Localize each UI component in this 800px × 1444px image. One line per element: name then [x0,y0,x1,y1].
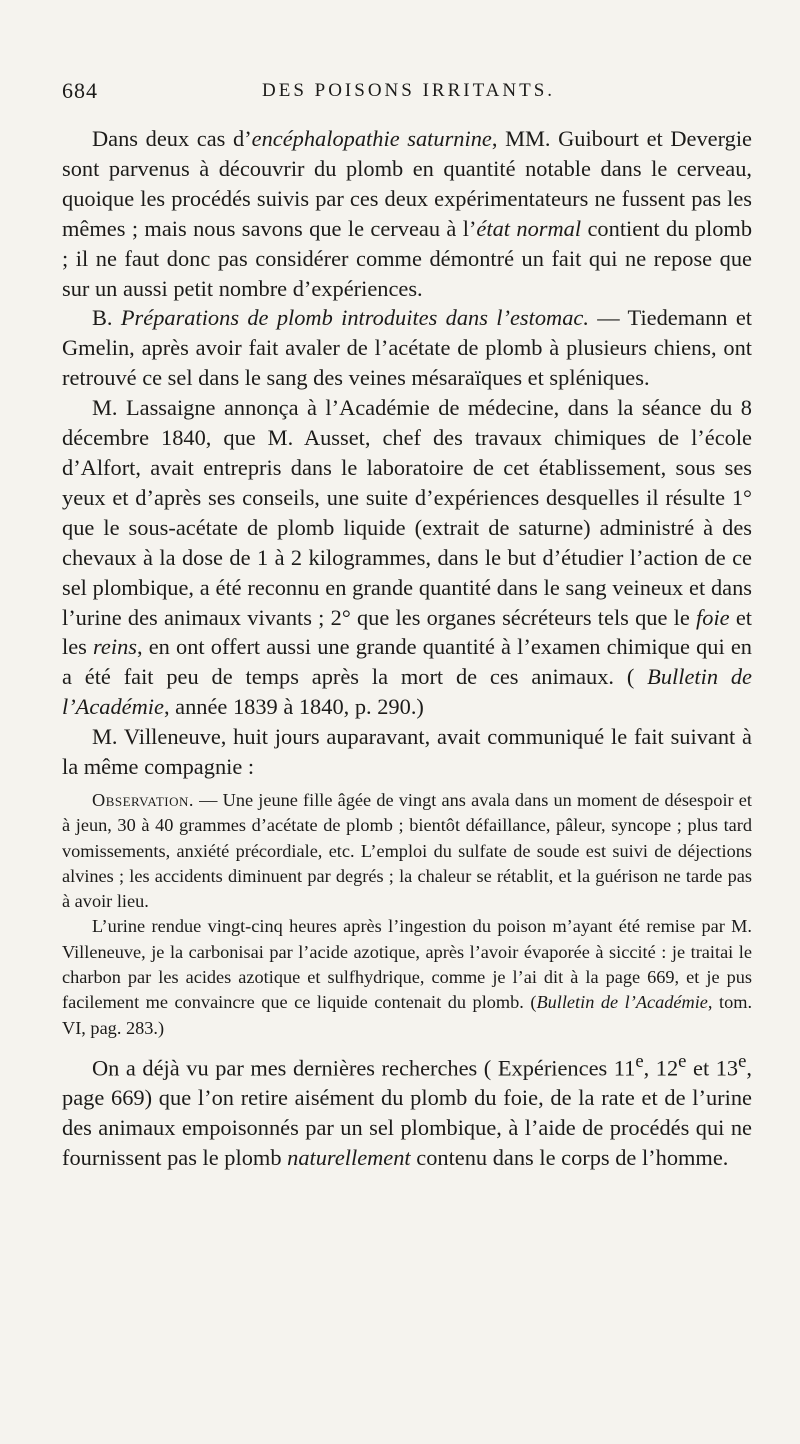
observation-block [62,788,752,1041]
observation-paragraph: Observation. — Une jeune fille âgée de vingt ans avala dans un moment de désespoir et à jeun, 30 à 40 grammes d’acétate de plomb ; bientôt défaillance, pâleur, syncope ; plus tard vomissements, anxiété précordiale, etc. L’emploi du sulfate de soude est suivi de déjections alvines ; les accidents diminuent par degrés ; la chaleur se rétablit, et la guérison ne tarde pas à avoir lieu. [62,789,752,912]
paragraph-preparations: B. Préparations de plomb introduites dans l’estomac. — Tiedemann et Gmelin, après avoir fait avaler de l’acétate de plomb à plusieurs chiens, ont retrouvé ce sel dans le sang des veines mésaraïques et spléniques. [62,305,752,391]
running-title: DES POISONS IRRITANTS. [262,80,556,101]
page-body [62,124,752,1173]
observation-urine-paragraph: L’urine rendue vingt-cinq heures après l’ingestion du poison m’ayant été remise par M. Villeneuve, je la carbonisai par l’acide azotique, après l’avoir évaporée à siccité : je traitai le charbon par les acides azotique et sulfhydrique, comme je l’ai dit à la page 669, et je pus facilement me convaincre que ce liquide contenait du plomb. (Bulletin de l’Académie, tom. VI, pag. 283.) [62,916,753,1038]
page-number: 684 [62,78,98,103]
paragraph-encephalopathie: Dans deux cas d’encéphalopathie saturnine, MM. Guibourt et Devergie sont parvenus à découvrir du plomb en quantité notable dans le cerveau, quoique les procédés suivis par ces deux expérimentateurs ne fussent pas les mêmes ; mais nous savons que le cerveau à l’état normal contient du plomb ; il ne faut donc pas considérer comme démontré un fait qui ne repose que sur un aussi petit nombre d’expériences. [62,126,753,301]
observation-label: Observation. [92,789,194,810]
section-heading: Préparations de plomb introduites dans l’estomac. [120,305,589,331]
main-text [62,124,752,782]
page-header [62,78,752,108]
paragraph-lassaigne: M. Lassaigne annonça à l’Académie de médecine, dans la séance du 8 décembre 1840, que M. Ausset, chef des travaux chimiques de l’école d’Alfort, avait entrepris dans le laboratoire de cet établissement, sous ses yeux et d’après ses conseils, une suite d’expériences desquelles il résulte 1° que le sous-acétate de plomb liquide (extrait de saturne) administré à des chevaux à la dose de 1 à 2 kilogrammes, dans le but d’étudier l’action de ce sel plombique, a été reconnu en grande quantité dans le sang veineux et dans l’urine des animaux vivants ; 2° que les organes sécréteurs tels que le foie et les reins, en ont offert aussi une grande quantité à l’examen chimique qui en a été fait peu de temps après la mort de ces animaux. ( Bulletin de l’Académie, année 1839 à 1840, p. 290.) [62,395,753,720]
paragraph-villeneuve: M. Villeneuve, huit jours auparavant, avait communiqué le fait suivant à la même compagnie : [62,724,752,780]
closing-text [62,1047,752,1173]
paragraph-recherches: On a déjà vu par mes dernières recherches ( Expériences 11e, 12e et 13e, page 669) que l’on retire aisément du plomb du foie, de la rate et de l’urine des animaux empoisonnés par un sel plombique, à l’aide de procédés qui ne fournissent pas le plomb naturellement contenu dans le corps de l’homme. [62,1050,752,1171]
